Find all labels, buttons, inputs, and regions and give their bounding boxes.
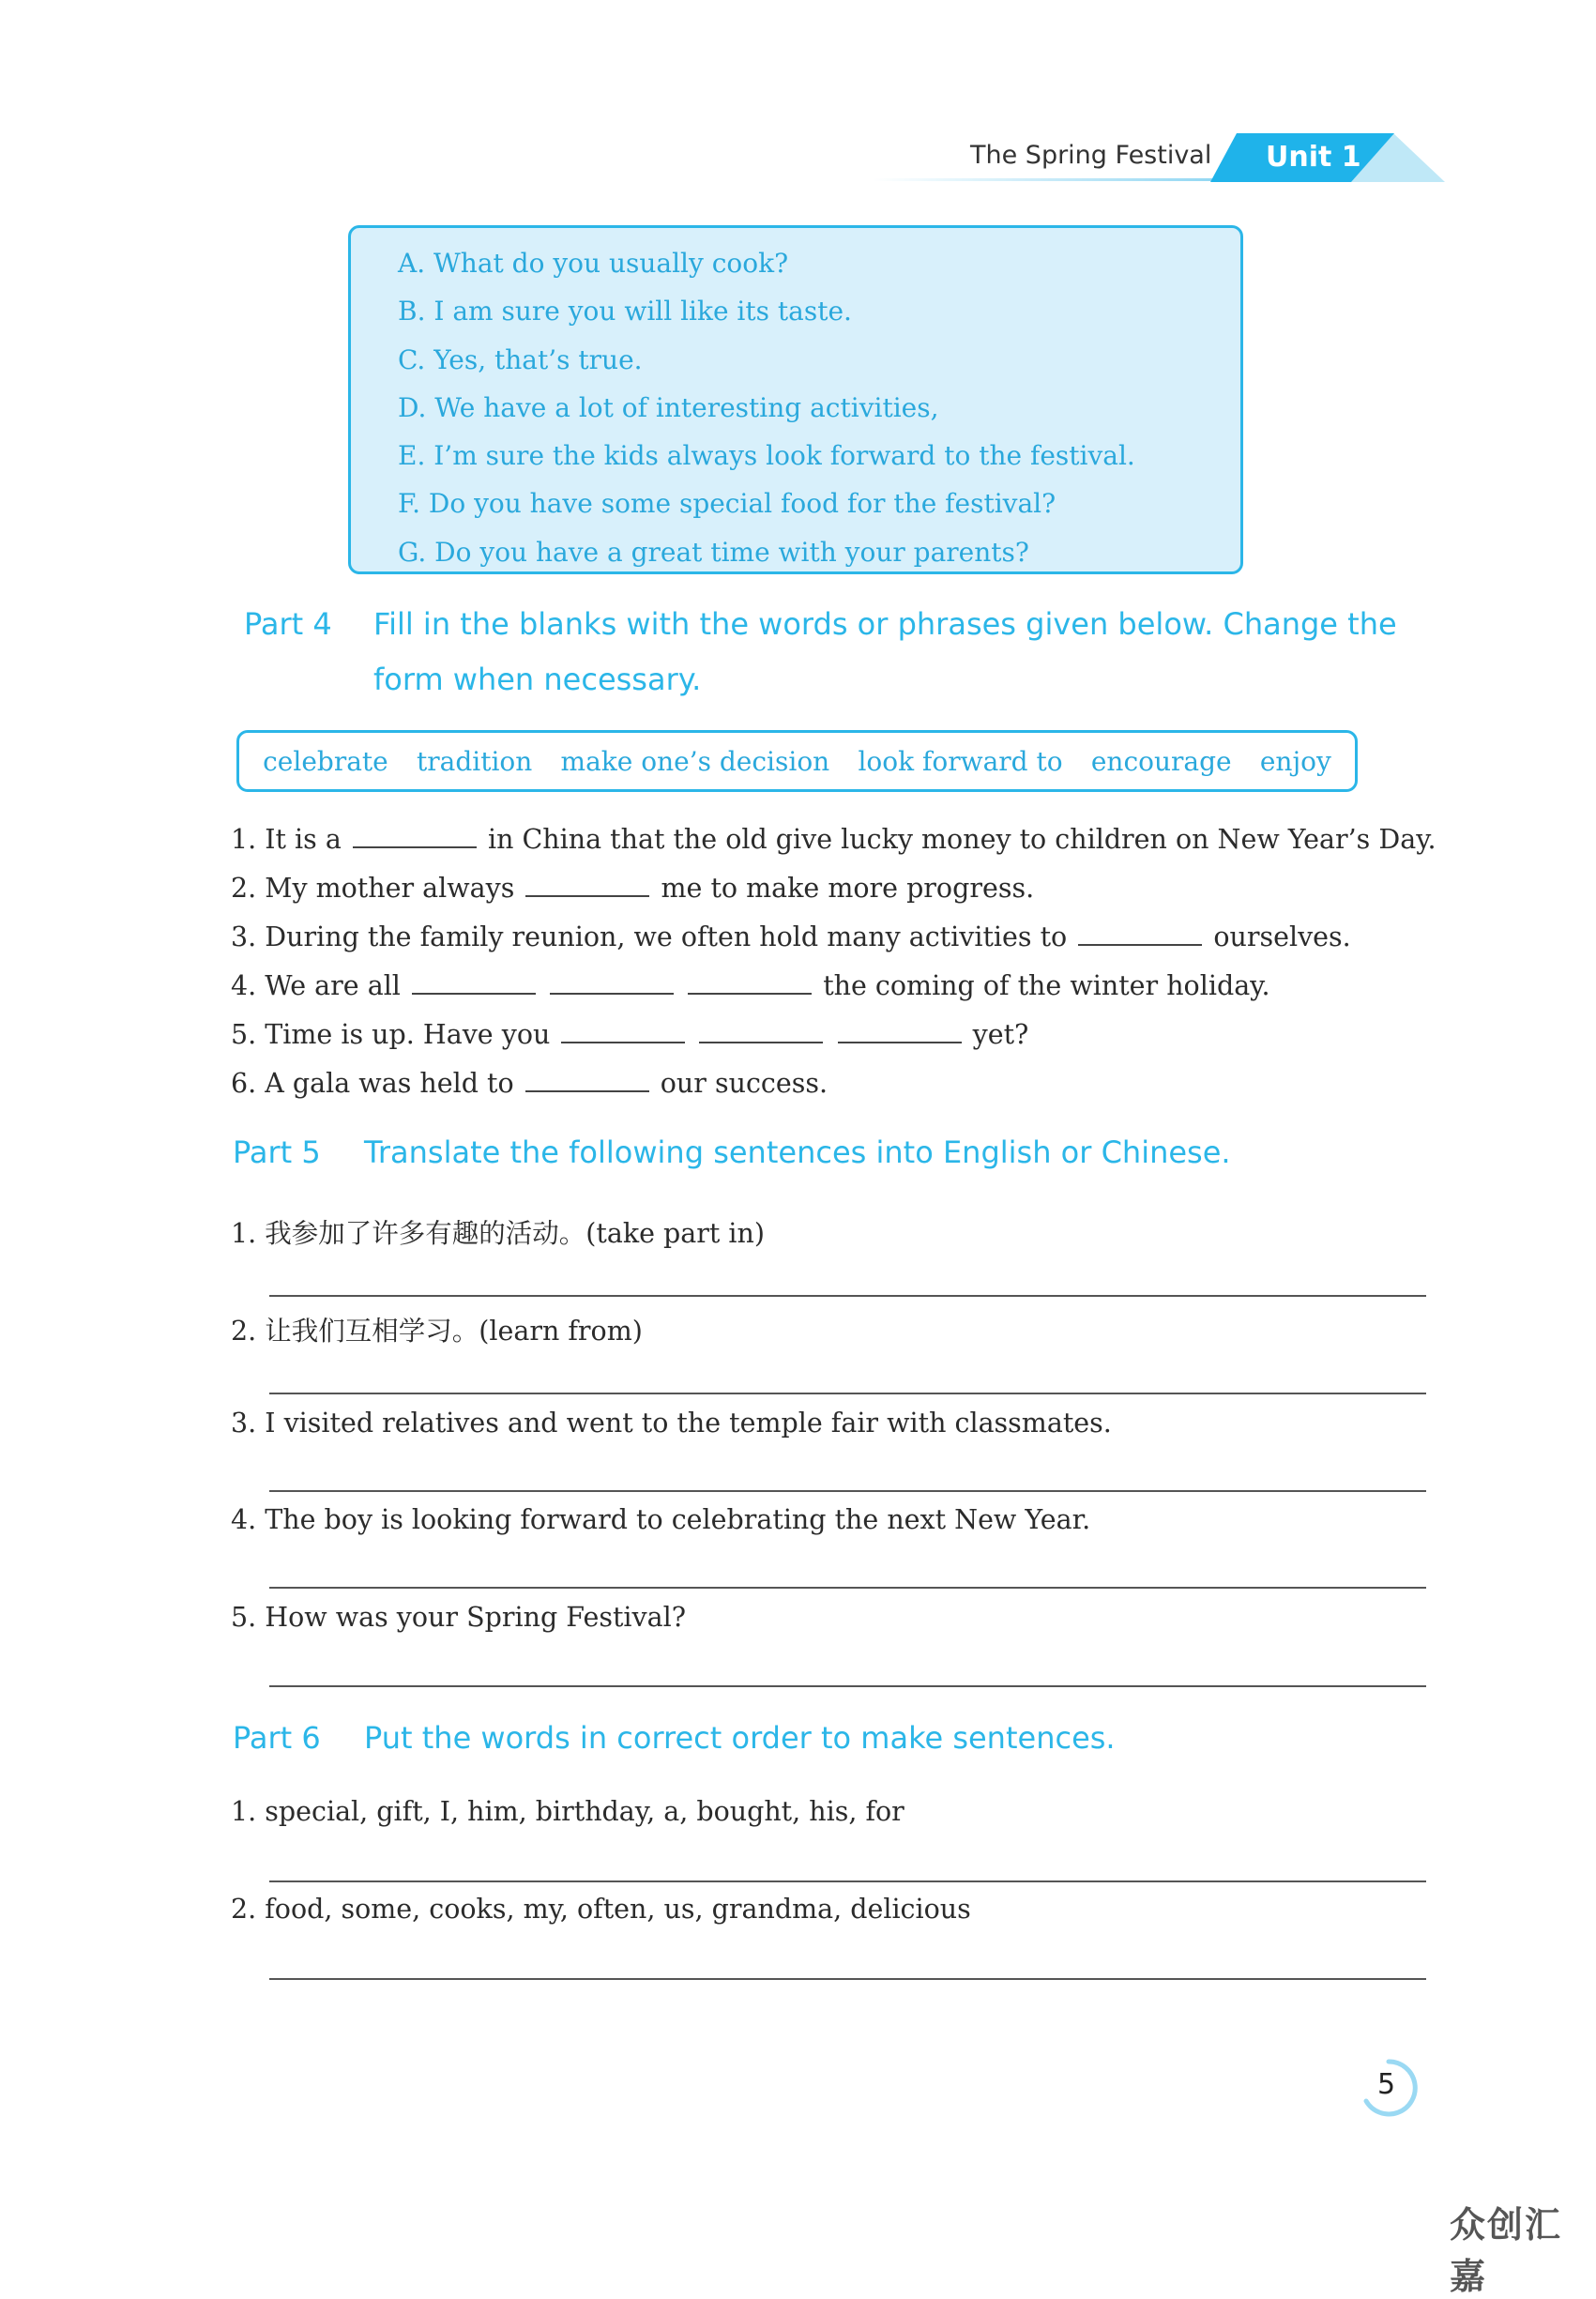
- item-text: me to make more progress.: [661, 873, 1035, 904]
- blank-line[interactable]: [838, 1017, 962, 1043]
- blank-line[interactable]: [525, 1066, 649, 1092]
- part5-number: Part 5: [233, 1134, 321, 1170]
- answer-line[interactable]: [269, 1978, 1426, 1980]
- item-number: 6.: [231, 1068, 257, 1099]
- answer-line[interactable]: [269, 1490, 1426, 1492]
- answer-line[interactable]: [269, 1880, 1426, 1882]
- part6-instruction: Put the words in correct order to make sentences.: [364, 1720, 1116, 1756]
- part4-item-5: [231, 1017, 1028, 1050]
- option-a: A. What do you usually cook?: [398, 248, 789, 279]
- word-bank-item: celebrate: [263, 745, 388, 777]
- blank-line[interactable]: [1078, 920, 1202, 946]
- option-f: F. Do you have some special food for the festival?: [398, 488, 1056, 520]
- page-number: 5: [1377, 2068, 1396, 2101]
- answer-line[interactable]: [269, 1685, 1426, 1687]
- answer-line[interactable]: [269, 1587, 1426, 1589]
- word-bank-item: encourage: [1090, 745, 1232, 777]
- part4-item-4: [231, 968, 1270, 1001]
- option-b: B. I am sure you will like its taste.: [398, 296, 852, 327]
- part5-item-5: 5. How was your Spring Festival?: [231, 1602, 687, 1633]
- item-text: the coming of the winter holiday.: [823, 970, 1270, 1001]
- item-text: During the family reunion, we often hold many activities to: [265, 921, 1068, 952]
- part5-heading: [233, 1134, 1231, 1170]
- item-text: our success.: [660, 1068, 828, 1099]
- unit-label: Unit 1: [1266, 141, 1361, 174]
- item-text: ourselves.: [1213, 921, 1351, 952]
- part6-item-1: 1. special, gift, I, him, birthday, a, bought, his, for: [231, 1796, 904, 1827]
- part4-instruction-line2: form when necessary.: [373, 662, 702, 697]
- item-text: It is a: [265, 824, 342, 855]
- item-text: Time is up. Have you: [265, 1019, 551, 1050]
- chapter-title: The Spring Festival: [970, 141, 1212, 170]
- part4-instruction-line1: Fill in the blanks with the words or phrases given below. Change the: [373, 606, 1397, 642]
- part6-number: Part 6: [233, 1720, 321, 1756]
- item-text: My mother always: [265, 873, 515, 904]
- option-d: D. We have a lot of interesting activities,: [398, 391, 939, 423]
- watermark: 众创汇嘉: [1450, 2204, 1563, 2297]
- blank-line[interactable]: [412, 968, 536, 995]
- blank-line[interactable]: [688, 968, 812, 995]
- part4-heading: [244, 606, 1397, 642]
- word-bank-item: look forward to: [858, 745, 1063, 777]
- word-bank: [236, 730, 1358, 792]
- item-text: We are all: [265, 970, 401, 1001]
- part4-item-2: [231, 871, 1034, 904]
- word-bank-item: tradition: [416, 745, 533, 777]
- item-number: 2.: [231, 873, 257, 904]
- blank-line[interactable]: [561, 1017, 685, 1043]
- answer-line[interactable]: [269, 1393, 1426, 1394]
- item-number: 1.: [231, 824, 257, 855]
- part6-item-2: 2. food, some, cooks, my, often, us, grandma, delicious: [231, 1894, 971, 1925]
- item-text: in China that the old give lucky money to children on New Year’s Day.: [487, 824, 1436, 855]
- blank-line[interactable]: [699, 1017, 823, 1043]
- blank-line[interactable]: [550, 968, 674, 995]
- part4-item-6: [231, 1066, 828, 1099]
- item-number: 5.: [231, 1019, 257, 1050]
- blank-line[interactable]: [353, 822, 477, 848]
- item-text: yet?: [972, 1019, 1029, 1050]
- part5-instruction: Translate the following sentences into English or Chinese.: [364, 1134, 1231, 1170]
- item-number: 4.: [231, 970, 257, 1001]
- part6-heading: [233, 1720, 1116, 1756]
- option-e: E. I’m sure the kids always look forward to the festival.: [398, 440, 1135, 472]
- answer-line[interactable]: [269, 1295, 1426, 1297]
- word-bank-item: enjoy: [1259, 745, 1331, 777]
- word-bank-item: make one’s decision: [560, 745, 830, 777]
- option-c: C. Yes, that’s true.: [398, 343, 643, 375]
- part5-item-3: 3. I visited relatives and went to the temple fair with classmates.: [231, 1408, 1112, 1439]
- item-text: A gala was held to: [265, 1068, 514, 1099]
- part5-item-2: 2. 让我们互相学习。(learn from): [231, 1316, 643, 1347]
- part4-number: Part 4: [244, 606, 332, 642]
- part4-item-1: [231, 822, 1436, 855]
- part5-item-4: 4. The boy is looking forward to celebrating the next New Year.: [231, 1504, 1091, 1535]
- option-g: G. Do you have a great time with your parents?: [398, 536, 1029, 568]
- blank-line[interactable]: [525, 871, 649, 897]
- options-box: [348, 225, 1243, 574]
- part5-item-1: 1. 我参加了许多有趣的活动。(take part in): [231, 1218, 765, 1249]
- item-number: 3.: [231, 921, 257, 952]
- part4-item-3: [231, 920, 1351, 952]
